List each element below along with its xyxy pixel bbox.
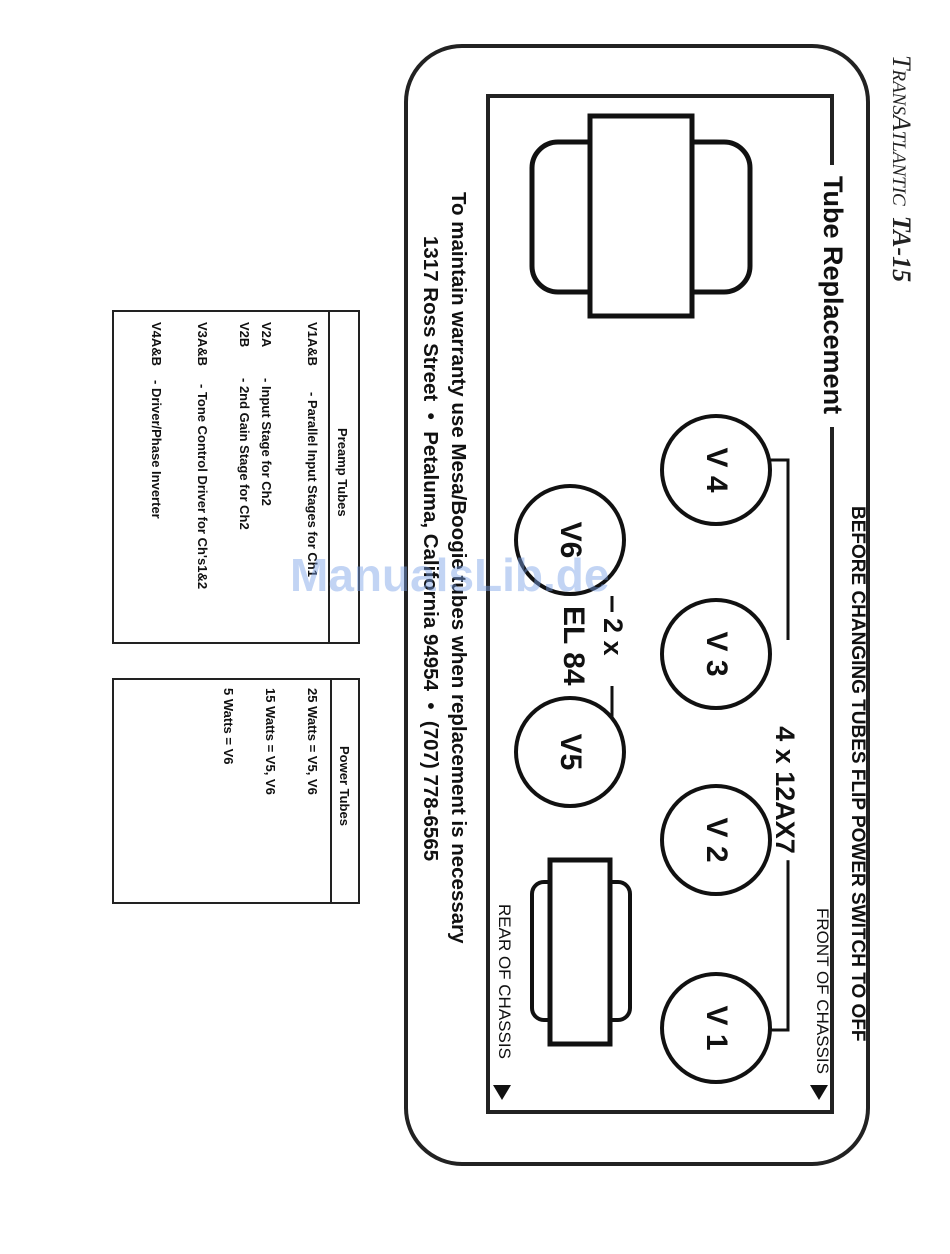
power-row-3: 5 Watts = V6 [221, 688, 236, 765]
preamp-row-4-desc: - Tone Control Driver for Ch's1&2 [195, 384, 210, 590]
preamp-row-1-tube: V1A&B [305, 322, 320, 367]
front-arrow-icon [810, 1085, 828, 1100]
diagram-title: Tube Replacement [818, 176, 848, 415]
preamp-row-1-desc: - Parallel Input Stages for Ch1 [305, 392, 320, 577]
tube-v3 [660, 598, 772, 710]
tube-v2-label: V 2 [700, 817, 733, 863]
front-of-chassis-label: FRONT OF CHASSIS [813, 908, 832, 1074]
brand-rest-1: RANS [888, 69, 909, 115]
power-transformer-core [590, 116, 692, 316]
power-group-type: EL 84 [557, 606, 590, 686]
power-tubes-table [112, 678, 360, 904]
power-row-1: 25 Watts = V5, V6 [305, 688, 320, 795]
preamp-row-5-tube: V4A&B [149, 322, 164, 367]
tube-v2 [660, 784, 772, 896]
tube-v5-label: V5 [554, 733, 587, 771]
address-text: 1317 Ross Street • Petaluma, California 94954 • (707) 778-6565 [419, 236, 442, 862]
brand-rest-2: TLANTIC [888, 130, 909, 206]
power-table-title: Power Tubes [337, 746, 352, 826]
preamp-row-3-desc: - 2nd Gain Stage for Ch2 [237, 378, 252, 530]
rear-of-chassis-label: REAR OF CHASSIS [495, 904, 514, 1059]
brand-mid: A [887, 114, 916, 131]
preamp-row-4-tube: V3A&B [195, 322, 210, 367]
brand-first: T [887, 55, 916, 70]
tube-v4 [660, 414, 772, 526]
tube-v5 [514, 696, 626, 808]
preamp-row-2-desc: - Input Stage for Ch2 [259, 378, 274, 506]
power-row-2: 15 Watts = V5, V6 [263, 688, 278, 795]
preamp-row-5-desc: - Driver/Phase Inverter [149, 380, 164, 519]
preamp-row-2-tube: V2A [259, 322, 274, 348]
power-group-count: 2 x [598, 618, 628, 656]
preamp-group-label: 4 x 12AX7 [769, 720, 800, 860]
warranty-text: To maintain warranty use Mesa/Boogie tubes when replacement is necessary [447, 192, 470, 944]
tube-v1 [660, 972, 772, 1084]
warning-text: BEFORE CHANGING TUBES FLIP POWER SWITCH TO OFF [847, 506, 868, 1042]
tube-v4-label: V 4 [700, 447, 733, 493]
watermark: ManualsLib.de [290, 549, 610, 601]
output-transformer-core [550, 860, 610, 1044]
model-name: TA-15 [887, 215, 916, 283]
rear-arrow-icon [493, 1085, 511, 1100]
preamp-row-3-tube: V2B [237, 322, 252, 348]
preamp-table-title: Preamp Tubes [335, 428, 350, 517]
tube-v1-label: V 1 [700, 1005, 733, 1051]
tube-v3-label: V 3 [700, 631, 733, 677]
preamp-bracket-top [770, 460, 788, 640]
tube-v6-label: V6 [554, 521, 587, 559]
power-table-divider [330, 678, 332, 904]
